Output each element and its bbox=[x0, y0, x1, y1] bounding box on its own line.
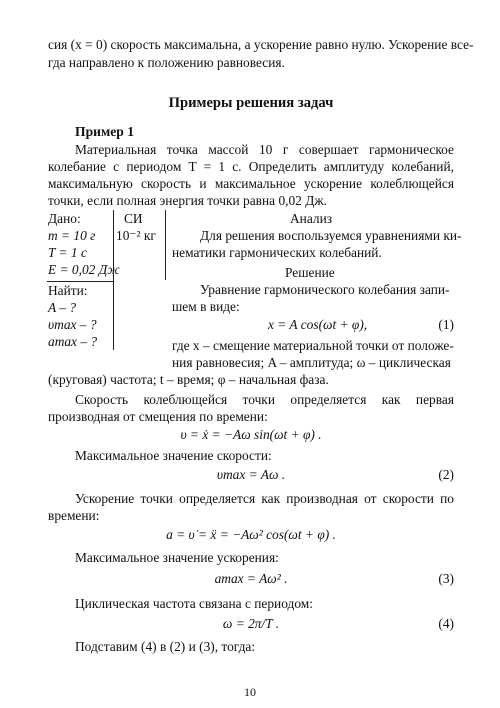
si-vertical-divider bbox=[165, 210, 166, 280]
frequency-equation: ω = 2π/T . bbox=[222, 616, 280, 631]
velocity-text: Скорость колеблющейся точки определяется как первая производная от смещения по времени: bbox=[48, 392, 454, 424]
where-line-1: где x – смещение материальной точки от положе- bbox=[172, 338, 454, 353]
given-mass-si: 10⁻² кг bbox=[116, 228, 156, 243]
problem-statement: Материальная точка массой 10 г совершает гармоническое колебание с периодом T = 1 с. Определить амплитуду колебаний, максимальную скорость и максимальное ускорение колеблющейся точки, если полная энергия точки равна 0,02 Дж. bbox=[48, 142, 454, 208]
where-line-2: ния равновесия; A – амплитуда; ω – циклическая bbox=[172, 355, 451, 370]
solution-text-2: шем в виде: bbox=[172, 299, 240, 314]
find-max-acceleration: amax – ? bbox=[48, 334, 98, 349]
acceleration-text: Ускорение точки определяется как производная от скорости по времени: bbox=[48, 491, 454, 523]
acceleration-max-text: Максимальное значение ускорения: bbox=[75, 550, 279, 565]
analysis-title: Анализ bbox=[290, 211, 333, 226]
find-amplitude: A – ? bbox=[48, 300, 77, 315]
given-vertical-divider bbox=[113, 210, 114, 350]
section-title: Примеры решения задач bbox=[168, 95, 334, 111]
velocity-max-text: Максимальное значение скорости: bbox=[75, 448, 272, 463]
given-header: Дано: bbox=[48, 211, 81, 226]
given-energy: E = 0,02 Дж bbox=[48, 262, 120, 277]
analysis-text-2: нематики гармонических колебаний. bbox=[172, 245, 382, 260]
frequency-text: Циклическая частота связана с периодом: bbox=[75, 596, 313, 611]
analysis-text-1: Для решения воспользуемся уравнениями ки- bbox=[200, 228, 462, 243]
substitute-text: Подставим (4) в (2) и (3), тогда: bbox=[75, 639, 256, 654]
equation-3-number: (3) bbox=[438, 571, 454, 586]
intro-line-2: гда направлено к положению равновесия. bbox=[48, 55, 285, 70]
solution-title: Решение bbox=[285, 265, 335, 280]
acceleration-equation: a = υ̇ = ẍ = −Aω² cos(ωt + φ) . bbox=[166, 527, 336, 542]
find-header: Найти: bbox=[48, 283, 88, 298]
page-number: 10 bbox=[244, 685, 256, 699]
where-line-3: (круговая) частота; t – время; φ – начальная фаза. bbox=[48, 372, 329, 387]
acceleration-max-equation: amax = Aω² . bbox=[214, 571, 288, 586]
si-header: СИ bbox=[124, 211, 143, 226]
given-mass: m = 10 г bbox=[48, 228, 96, 243]
equation-1: x = A cos(ωt + φ), bbox=[268, 317, 368, 332]
equation-4-number: (4) bbox=[438, 616, 454, 631]
velocity-equation: υ = ẋ = −Aω sin(ωt + φ) . bbox=[180, 427, 322, 442]
example-title: Пример 1 bbox=[75, 124, 135, 139]
find-max-velocity: υmax – ? bbox=[48, 317, 97, 332]
intro-line-1: сия (x = 0) скорость максимальна, а ускорение равно нулю. Ускорение все- bbox=[48, 37, 474, 52]
velocity-max-equation: υmax = Aω . bbox=[216, 467, 286, 482]
given-period: T = 1 с bbox=[48, 245, 87, 260]
equation-2-number: (2) bbox=[438, 467, 454, 482]
solution-text-1: Уравнение гармонического колебания запи- bbox=[200, 282, 450, 297]
equation-1-number: (1) bbox=[438, 317, 454, 332]
